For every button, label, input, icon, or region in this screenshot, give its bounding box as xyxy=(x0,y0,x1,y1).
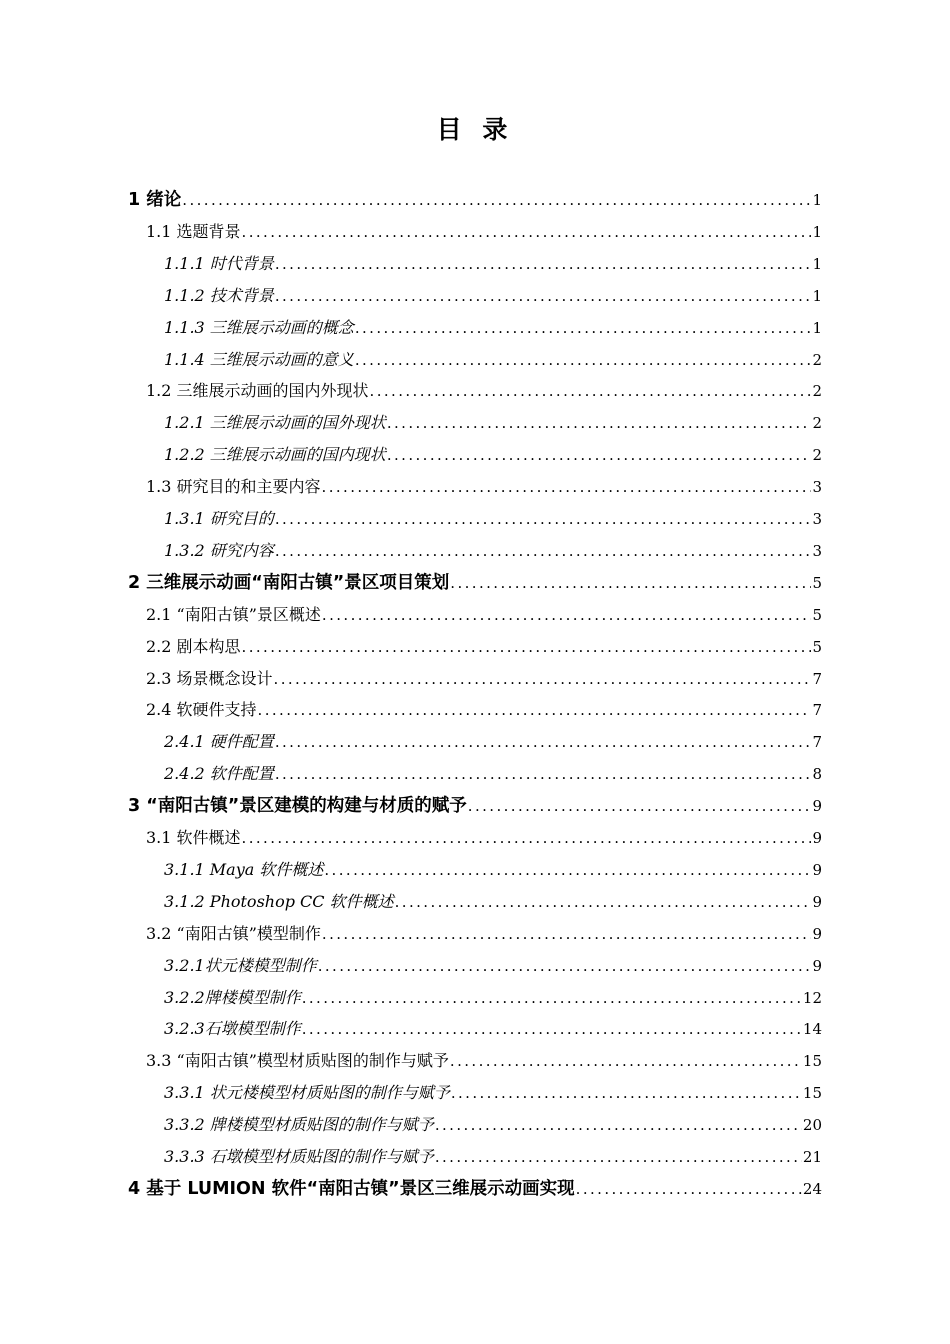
toc-entry-label: 3 “南阳古镇”景区建模的构建与材质的赋予 xyxy=(128,796,467,816)
toc-page-number: 9 xyxy=(812,957,822,975)
toc-page-number: 9 xyxy=(812,925,822,943)
toc-entry[interactable] xyxy=(164,854,822,886)
toc-dot-leader xyxy=(394,886,812,918)
toc-entry-label: 1.2.1 三维展示动画的国外现状 xyxy=(164,413,386,432)
toc-entry-label: 3.1 软件概述 xyxy=(146,828,241,847)
toc-entry-label: 1.2 三维展示动画的国内外现状 xyxy=(146,381,369,400)
toc-dot-leader xyxy=(434,1141,802,1173)
toc-page-number: 1 xyxy=(812,319,822,337)
toc-entry[interactable] xyxy=(164,726,822,758)
toc-entry[interactable] xyxy=(128,567,822,599)
toc-entry-label: 1 绪论 xyxy=(128,190,182,210)
toc-entry-label: 3.2.3石墩模型制作 xyxy=(164,1019,301,1038)
toc-dot-leader xyxy=(450,1077,802,1109)
toc-page-number: 7 xyxy=(812,701,822,719)
toc-entry-label: 3.3 “南阳古镇”模型材质贴图的制作与赋予 xyxy=(146,1051,449,1070)
toc-page-number: 3 xyxy=(812,542,822,560)
toc-entry-label: 2.4.1 硬件配置 xyxy=(164,732,274,751)
toc-entry-label: 1.3.1 研究目的 xyxy=(164,509,274,528)
toc-page-number: 20 xyxy=(802,1116,822,1134)
toc-dot-leader xyxy=(386,407,812,439)
toc-dot-leader xyxy=(273,663,812,695)
toc-entry-label: 2.4 软硬件支持 xyxy=(146,700,257,719)
toc-entry-label: 1.1.2 技术背景 xyxy=(164,286,274,305)
toc-entry-label: 1.3 研究目的和主要内容 xyxy=(146,477,321,496)
toc-dot-leader xyxy=(241,822,812,854)
toc-entry[interactable] xyxy=(146,918,822,950)
toc-page-number: 1 xyxy=(812,191,822,209)
toc-page-number: 2 xyxy=(812,382,822,400)
toc-page-number: 7 xyxy=(812,670,822,688)
toc-entry[interactable] xyxy=(146,375,822,407)
toc-title: 目 录 xyxy=(436,115,514,144)
toc-entry-label: 2.3 场景概念设计 xyxy=(146,669,273,688)
toc-page-number: 12 xyxy=(802,989,822,1007)
toc-entry-label: 3.2 “南阳古镇”模型制作 xyxy=(146,924,321,943)
toc-dot-leader xyxy=(323,854,811,886)
toc-page-number: 7 xyxy=(812,733,822,751)
toc-entry[interactable] xyxy=(128,790,822,822)
toc-dot-leader xyxy=(301,1013,802,1045)
toc-entry[interactable] xyxy=(164,758,822,790)
toc-dot-leader xyxy=(575,1173,802,1205)
toc-entry[interactable] xyxy=(164,280,822,312)
toc-page-number: 9 xyxy=(812,797,822,815)
toc-page-number: 9 xyxy=(812,861,822,879)
toc-page-number: 1 xyxy=(812,287,822,305)
toc-entry[interactable] xyxy=(128,1173,822,1205)
toc-entry[interactable] xyxy=(164,407,822,439)
toc-entry[interactable] xyxy=(146,599,822,631)
toc-page-number: 21 xyxy=(802,1148,822,1166)
toc-entry[interactable] xyxy=(164,982,822,1014)
toc-page-number: 3 xyxy=(812,510,822,528)
toc-entry-label: 2 三维展示动画“南阳古镇”景区项目策划 xyxy=(128,573,450,593)
toc-dot-leader xyxy=(354,312,812,344)
toc-page-number: 15 xyxy=(802,1052,822,1070)
toc-entry[interactable] xyxy=(146,663,822,695)
toc-dot-leader xyxy=(274,535,812,567)
toc-entry-label: 3.3.2 牌楼模型材质贴图的制作与赋予 xyxy=(164,1115,434,1134)
toc-dot-leader xyxy=(301,982,802,1014)
toc-entry[interactable] xyxy=(164,439,822,471)
toc-entry[interactable] xyxy=(164,503,822,535)
toc-dot-leader xyxy=(274,758,812,790)
toc-entry-label: 1.1.4 三维展示动画的意义 xyxy=(164,350,354,369)
toc-page-number: 24 xyxy=(802,1180,822,1198)
toc-entry-label: 1.3.2 研究内容 xyxy=(164,541,274,560)
toc-dot-leader xyxy=(241,216,812,248)
toc-page-number: 14 xyxy=(802,1020,822,1038)
toc-page-number: 2 xyxy=(812,351,822,369)
toc-entry[interactable] xyxy=(146,471,822,503)
toc-entry[interactable] xyxy=(146,694,822,726)
toc-dot-leader xyxy=(274,503,812,535)
toc-entry-label: 1.1.1 时代背景 xyxy=(164,254,274,273)
toc-page-number: 8 xyxy=(812,765,822,783)
toc-entry[interactable] xyxy=(164,886,822,918)
toc-entry-label: 3.3.3 石墩模型材质贴图的制作与赋予 xyxy=(164,1147,434,1166)
toc-entry-label: 4 基于 LUMION 软件“南阳古镇”景区三维展示动画实现 xyxy=(128,1179,575,1199)
toc-dot-leader xyxy=(274,726,812,758)
toc-entry-label: 3.1.2 Photoshop CC 软件概述 xyxy=(164,892,394,911)
toc-entry[interactable] xyxy=(164,312,822,344)
toc-entry[interactable] xyxy=(128,184,822,216)
toc-entry[interactable] xyxy=(164,344,822,376)
toc-entry[interactable] xyxy=(146,822,822,854)
toc-entry[interactable] xyxy=(146,631,822,663)
toc-entry-label: 3.2.1状元楼模型制作 xyxy=(164,956,317,975)
toc-dot-leader xyxy=(274,280,812,312)
toc-dot-leader xyxy=(386,439,812,471)
toc-entry-label: 3.1.1 Maya 软件概述 xyxy=(164,860,324,879)
toc-page-number: 1 xyxy=(812,223,822,241)
toc-entry-label: 1.1.3 三维展示动画的概念 xyxy=(164,318,354,337)
toc-dot-leader xyxy=(467,790,812,822)
toc-dot-leader xyxy=(321,599,812,631)
toc-dot-leader xyxy=(241,631,812,663)
toc-entry-label: 1.2.2 三维展示动画的国内现状 xyxy=(164,445,386,464)
toc-entry[interactable] xyxy=(164,248,822,280)
toc-page-number: 2 xyxy=(812,446,822,464)
toc-dot-leader xyxy=(274,248,812,280)
toc-dot-leader xyxy=(354,344,812,376)
toc-page-number: 3 xyxy=(812,478,822,496)
toc-page-number: 5 xyxy=(812,638,822,656)
toc-dot-leader xyxy=(317,950,812,982)
toc-dot-leader xyxy=(369,375,812,407)
toc-page-number: 15 xyxy=(802,1084,822,1102)
toc-dot-leader xyxy=(257,694,812,726)
toc-entry-label: 3.2.2牌楼模型制作 xyxy=(164,988,301,1007)
toc-page-number: 1 xyxy=(812,255,822,273)
toc-entry[interactable] xyxy=(164,950,822,982)
toc-entry-label: 3.3.1 状元楼模型材质贴图的制作与赋予 xyxy=(164,1083,450,1102)
toc-entry[interactable] xyxy=(164,1141,822,1173)
toc-entry-label: 2.4.2 软件配置 xyxy=(164,764,274,783)
toc-dot-leader xyxy=(434,1109,802,1141)
toc-entry[interactable] xyxy=(164,1109,822,1141)
toc-page-number: 2 xyxy=(812,414,822,432)
toc-page-number: 5 xyxy=(812,574,822,592)
toc-entry[interactable] xyxy=(164,535,822,567)
toc-page-number: 9 xyxy=(812,893,822,911)
toc-dot-leader xyxy=(321,918,812,950)
toc-entry-label: 2.2 剧本构思 xyxy=(146,637,241,656)
toc-dot-leader xyxy=(449,567,811,599)
toc-dot-leader xyxy=(181,184,811,216)
toc-dot-leader xyxy=(321,471,812,503)
toc-entry-label: 1.1 选题背景 xyxy=(146,222,241,241)
toc-entry-label: 2.1 “南阳古镇”景区概述 xyxy=(146,605,321,624)
toc-page-number: 5 xyxy=(812,606,822,624)
toc-page-number: 9 xyxy=(812,829,822,847)
toc-entry[interactable] xyxy=(164,1013,822,1045)
toc-entry[interactable] xyxy=(164,1077,822,1109)
toc-entry[interactable] xyxy=(146,216,822,248)
toc-dot-leader xyxy=(449,1045,802,1077)
toc-entry[interactable] xyxy=(146,1045,822,1077)
